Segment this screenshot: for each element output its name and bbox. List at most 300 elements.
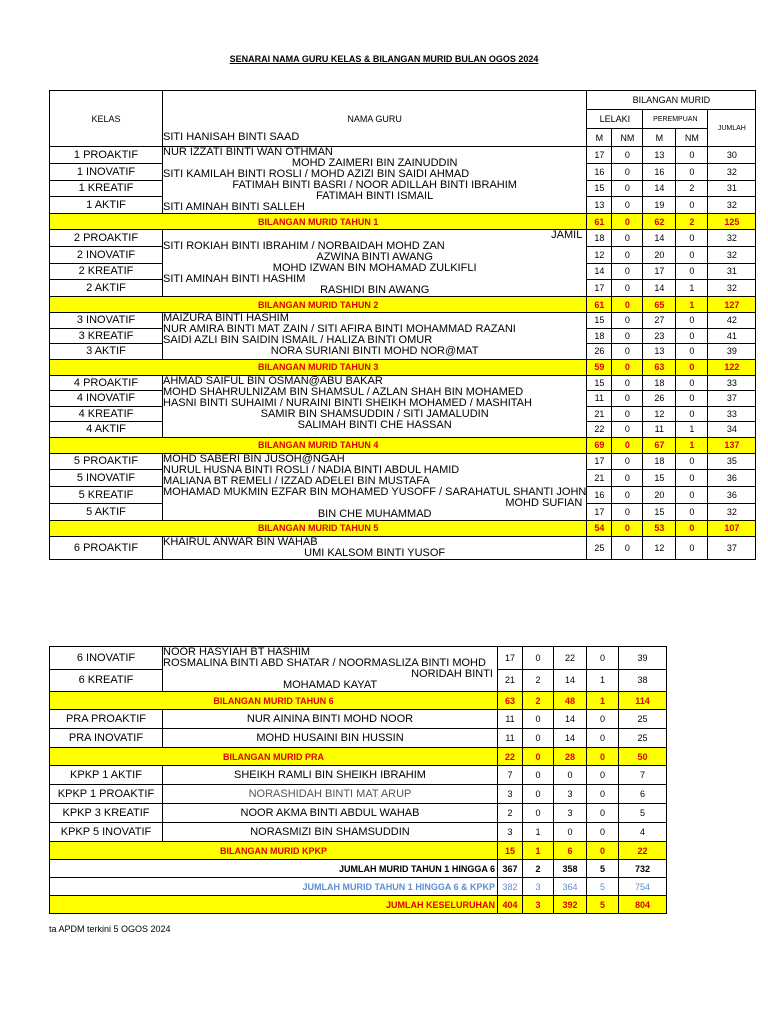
header-bilangan-murid: BILANGAN MURID (587, 91, 756, 110)
teacher-name: HASNI BINTI SUHAIMI / NURAINI BINTI SHEIKH MOHAMED / MASHITAH (163, 396, 532, 409)
teacher-names (163, 375, 587, 437)
count-j: 32 (708, 280, 756, 297)
count-pnm: 0 (676, 263, 708, 280)
count-pm: 14 (554, 729, 587, 748)
class-name: 1 KREATIF (50, 180, 163, 197)
count-pm: 358 (554, 860, 587, 878)
teacher-name: MOHD HUSAINI BIN HUSSIN (163, 729, 498, 748)
count-lm: 22 (587, 422, 612, 438)
total-label: JUMLAH KESELURUHAN (50, 896, 498, 914)
class-row (50, 766, 667, 785)
count-pnm: 0 (676, 147, 708, 164)
count-pnm: 0 (676, 359, 708, 375)
count-lm: 61 (587, 214, 612, 230)
class-row (50, 375, 756, 391)
count-j: 36 (708, 470, 756, 487)
teacher-name: AHMAD SAIFUL BIN OSMAN@ABU BAKAR (163, 374, 383, 387)
count-pnm: 1 (676, 422, 708, 438)
teacher-name: MOHD IZWAN BIN MOHAMAD ZULKIFLI (272, 262, 477, 274)
count-lnm: 0 (612, 328, 643, 344)
count-lnm: 0 (612, 503, 643, 520)
count-lnm: 0 (523, 710, 554, 729)
count-lnm: 0 (612, 391, 643, 407)
count-pm: 48 (554, 692, 587, 710)
count-lm: 12 (587, 246, 612, 263)
count-j: 33 (708, 406, 756, 422)
count-pm: 67 (643, 437, 676, 453)
count-pm: 20 (643, 246, 676, 263)
count-lnm: 0 (523, 785, 554, 804)
count-pm: 0 (554, 823, 587, 842)
teacher-names (163, 647, 498, 692)
count-j: 804 (619, 896, 667, 914)
count-pm: 62 (643, 214, 676, 230)
teacher-class-table (49, 90, 756, 560)
count-lm: 17 (587, 147, 612, 164)
teacher-name: SAMIR BIN SHAMSUDDIN / SITI JAMALUDIN (260, 407, 489, 420)
count-pm: 3 (554, 785, 587, 804)
count-pnm: 1 (587, 692, 619, 710)
total-label: JUMLAH MURID TAHUN 1 HINGGA 6 & KPKP (50, 878, 498, 896)
total-row (50, 896, 667, 914)
count-pm: 65 (643, 297, 676, 313)
subtotal-label: BILANGAN MURID TAHUN 6 (50, 692, 498, 710)
header-perempuan: PEREMPUAN (643, 110, 708, 129)
teacher-name: FATIMAH BINTI ISMAIL (316, 190, 434, 202)
count-pnm: 0 (676, 520, 708, 536)
class-name: 1 PROAKTIF (50, 147, 163, 164)
count-pm: 53 (643, 520, 676, 536)
count-pnm: 1 (676, 280, 708, 297)
teacher-name: SHEIKH RAMLI BIN SHEIKH IBRAHIM (163, 766, 498, 785)
count-j: 6 (619, 785, 667, 804)
class-name: 5 KREATIF (50, 487, 163, 504)
count-pm: 14 (554, 710, 587, 729)
subtotal-row (50, 748, 667, 766)
count-lnm: 0 (612, 453, 643, 470)
count-lnm: 0 (612, 437, 643, 453)
page-title: SENARAI NAMA GURU KELAS & BILANGAN MURID BULAN OGOS 2024 (229, 54, 539, 64)
count-lm: 2 (498, 804, 523, 823)
class-row (50, 147, 756, 164)
count-j: 35 (708, 453, 756, 470)
teacher-name: NUR AMIRA BINTI MAT ZAIN / SITI AFIRA BINTI MOHAMMAD RAZANI (163, 323, 516, 335)
class-name: 1 AKTIF (50, 197, 163, 214)
count-lnm: 0 (612, 197, 643, 214)
class-row (50, 804, 667, 823)
teacher-name: SITI AMINAH BINTI SALLEH (163, 201, 305, 213)
count-lnm: 0 (523, 748, 554, 766)
count-pm: 20 (643, 487, 676, 504)
class-name: 2 INOVATIF (50, 246, 163, 263)
count-lnm: 0 (612, 230, 643, 247)
count-j: 36 (708, 487, 756, 504)
count-lm: 11 (498, 729, 523, 748)
count-pnm: 5 (587, 878, 619, 896)
count-lm: 25 (587, 536, 612, 559)
count-lm: 16 (587, 163, 612, 180)
total-row (50, 860, 667, 878)
count-pm: 15 (643, 470, 676, 487)
count-j: 39 (619, 647, 667, 670)
teacher-name: ROSMALINA BINTI ABD SHATAR / NOORMASLIZA BINTI MOHD (163, 657, 486, 669)
teacher-name: RASHIDI BIN AWANG (320, 284, 430, 296)
count-j: 37 (708, 536, 756, 559)
count-pnm: 0 (587, 748, 619, 766)
teacher-name: AZWINA BINTI AWANG (316, 251, 433, 263)
count-j: 25 (619, 729, 667, 748)
count-pnm: 0 (676, 197, 708, 214)
teacher-name: FATIMAH BINTI BASRI / NOOR ADILLAH BINTI IBRAHIM (232, 179, 517, 191)
count-lm: 17 (587, 453, 612, 470)
subtotal-row (50, 214, 756, 230)
teacher-names (163, 230, 587, 297)
count-j: 125 (708, 214, 756, 230)
class-row (50, 453, 756, 470)
class-name: 2 AKTIF (50, 280, 163, 297)
header-m: M (587, 129, 612, 147)
count-pnm: 0 (587, 823, 619, 842)
count-lm: 3 (498, 823, 523, 842)
count-lm: 21 (498, 669, 523, 692)
count-j: 5 (619, 804, 667, 823)
count-lm: 21 (587, 470, 612, 487)
class-name: 6 KREATIF (50, 669, 163, 692)
count-j: 33 (708, 375, 756, 391)
count-pm: 364 (554, 878, 587, 896)
count-lnm: 0 (612, 263, 643, 280)
subtotal-row (50, 359, 756, 375)
count-j: 107 (708, 520, 756, 536)
subtotal-label: BILANGAN MURID TAHUN 5 (50, 520, 587, 536)
teacher-name: NORASMIZI BIN SHAMSUDDIN (163, 823, 498, 842)
class-row (50, 536, 756, 559)
teacher-name: KHAIRUL ANWAR BIN WAHAB (163, 535, 318, 548)
count-j: 50 (619, 748, 667, 766)
count-j: 137 (708, 437, 756, 453)
class-name: 3 AKTIF (50, 344, 163, 360)
count-pm: 63 (643, 359, 676, 375)
count-lnm: 0 (612, 280, 643, 297)
count-pm: 14 (643, 280, 676, 297)
class-name: 5 AKTIF (50, 503, 163, 520)
class-name: KPKP 1 PROAKTIF (50, 785, 163, 804)
teacher-names (163, 131, 587, 214)
count-lm: 14 (587, 263, 612, 280)
count-j: 22 (619, 842, 667, 860)
count-lnm: 0 (612, 375, 643, 391)
count-lnm: 2 (523, 669, 554, 692)
count-lnm: 0 (612, 147, 643, 164)
teacher-name: SAIDI AZLI BIN SAIDIN ISMAIL / HALIZA BINTI OMUR (163, 334, 433, 346)
count-pnm: 1 (587, 669, 619, 692)
count-pnm: 0 (676, 391, 708, 407)
count-pnm: 2 (676, 180, 708, 197)
count-pnm: 0 (587, 647, 619, 670)
count-pm: 392 (554, 896, 587, 914)
count-pnm: 0 (587, 785, 619, 804)
count-lm: 22 (498, 748, 523, 766)
teacher-names (163, 536, 587, 559)
count-pm: 3 (554, 804, 587, 823)
teacher-name: SITI KAMILAH BINTI ROSLI / MOHD AZIZI BIN SAIDI AHMAD (163, 168, 470, 180)
class-name: 5 INOVATIF (50, 470, 163, 487)
count-j: 114 (619, 692, 667, 710)
class-name: 1 INOVATIF (50, 163, 163, 180)
header-m: M (643, 129, 676, 147)
count-pnm: 0 (587, 729, 619, 748)
count-j: 31 (708, 180, 756, 197)
count-j: 32 (708, 197, 756, 214)
total-row (50, 878, 667, 896)
class-name: 6 PROAKTIF (50, 536, 163, 559)
teacher-name: SITI ROKIAH BINTI IBRAHIM / NORBAIDAH MOHD ZAN (163, 240, 445, 252)
subtotal-label: BILANGAN MURID TAHUN 1 (50, 214, 587, 230)
count-pnm: 0 (676, 470, 708, 487)
class-row (50, 313, 756, 329)
header-nm: NM (676, 129, 708, 147)
footnote: ta APDM terkini 5 OGOS 2024 (49, 924, 171, 934)
class-name: 2 PROAKTIF (50, 230, 163, 247)
count-lm: 63 (498, 692, 523, 710)
count-pm: 16 (643, 163, 676, 180)
subtotal-row (50, 692, 667, 710)
teacher-name: MAIZURA BINTI HASHIM (163, 312, 289, 324)
header-kelas: KELAS (50, 91, 163, 147)
count-j: 122 (708, 359, 756, 375)
subtotal-label: BILANGAN MURID TAHUN 4 (50, 437, 587, 453)
count-j: 38 (619, 669, 667, 692)
count-lnm: 2 (523, 692, 554, 710)
count-j: 32 (708, 163, 756, 180)
teacher-name: MOHD SHAHRULNIZAM BIN SHAMSUL / AZLAN SHAH BIN MOHAMED (163, 385, 524, 398)
count-lm: 11 (498, 710, 523, 729)
header-row-1 (50, 91, 756, 110)
count-pnm: 0 (676, 503, 708, 520)
count-pnm: 0 (587, 766, 619, 785)
class-name: 5 PROAKTIF (50, 453, 163, 470)
count-pm: 13 (643, 147, 676, 164)
count-lm: 17 (587, 503, 612, 520)
count-pnm: 0 (676, 536, 708, 559)
count-pm: 23 (643, 328, 676, 344)
teacher-name: BIN CHE MUHAMMAD (317, 507, 432, 520)
count-j: 127 (708, 297, 756, 313)
count-lnm: 0 (612, 180, 643, 197)
count-pnm: 0 (676, 344, 708, 360)
count-lnm: 0 (612, 313, 643, 329)
count-lnm: 0 (612, 422, 643, 438)
count-j: 732 (619, 860, 667, 878)
count-lnm: 0 (612, 520, 643, 536)
count-lm: 367 (498, 860, 523, 878)
count-j: 42 (708, 313, 756, 329)
class-name: KPKP 1 AKTIF (50, 766, 163, 785)
count-lm: 7 (498, 766, 523, 785)
count-lnm: 0 (523, 647, 554, 670)
count-lm: 11 (587, 391, 612, 407)
count-pm: 14 (643, 180, 676, 197)
count-lnm: 2 (523, 860, 554, 878)
count-lnm: 0 (523, 729, 554, 748)
count-lnm: 3 (523, 896, 554, 914)
count-lnm: 0 (612, 470, 643, 487)
count-lm: 15 (498, 842, 523, 860)
subtotal-label: BILANGAN MURID PRA (50, 748, 498, 766)
count-lnm: 1 (523, 823, 554, 842)
teacher-names (163, 453, 587, 520)
teacher-name: MOHAMAD KAYAT (282, 679, 378, 691)
count-pm: 12 (643, 536, 676, 559)
count-pnm: 0 (676, 163, 708, 180)
header-nm: NM (612, 129, 643, 147)
count-lm: 3 (498, 785, 523, 804)
count-lnm: 1 (523, 842, 554, 860)
count-pm: 17 (643, 263, 676, 280)
header-jumlah: JUMLAH (708, 110, 756, 147)
class-row (50, 729, 667, 748)
count-lnm: 0 (612, 214, 643, 230)
count-pm: 0 (554, 766, 587, 785)
count-pnm: 5 (587, 896, 619, 914)
count-pnm: 0 (587, 842, 619, 860)
count-pm: 28 (554, 748, 587, 766)
count-j: 4 (619, 823, 667, 842)
teacher-names (163, 313, 587, 360)
teacher-name: NOOR HASYIAH BT HASHIM (163, 646, 311, 658)
count-pnm: 0 (676, 453, 708, 470)
class-name: KPKP 5 INOVATIF (50, 823, 163, 842)
count-pnm: 5 (587, 860, 619, 878)
count-pnm: 0 (676, 246, 708, 263)
header-nama-guru: NAMA GURU (163, 91, 587, 147)
count-pnm: 1 (676, 297, 708, 313)
teacher-name: NUR IZZATI BINTI WAN OTHMAN (163, 146, 333, 158)
count-j: 34 (708, 422, 756, 438)
subtotal-label: BILANGAN MURID TAHUN 2 (50, 297, 587, 313)
count-pm: 13 (643, 344, 676, 360)
count-pm: 14 (554, 669, 587, 692)
count-lm: 16 (587, 487, 612, 504)
count-pm: 26 (643, 391, 676, 407)
count-pnm: 0 (587, 804, 619, 823)
count-j: 32 (708, 230, 756, 247)
class-name: PRA INOVATIF (50, 729, 163, 748)
count-pm: 12 (643, 406, 676, 422)
teacher-name: NOOR AKMA BINTI ABDUL WAHAB (163, 804, 498, 823)
class-name: 4 INOVATIF (50, 391, 163, 407)
count-lnm: 0 (612, 359, 643, 375)
count-lm: 26 (587, 344, 612, 360)
count-lnm: 0 (612, 297, 643, 313)
count-j: 754 (619, 878, 667, 896)
class-row (50, 230, 756, 247)
class-name: 3 KREATIF (50, 328, 163, 344)
class-name: 4 AKTIF (50, 422, 163, 438)
count-lnm: 0 (612, 487, 643, 504)
teacher-name: MOHAMAD MUKMIN EZFAR BIN MOHAMED YUSOFF / SARAHATUL SHANTI JOHN (163, 485, 587, 498)
teacher-name: MOHD SUFIAN (505, 496, 583, 509)
count-pnm: 0 (676, 406, 708, 422)
count-pm: 6 (554, 842, 587, 860)
count-j: 39 (708, 344, 756, 360)
count-pm: 18 (643, 375, 676, 391)
count-lnm: 0 (612, 406, 643, 422)
count-lm: 404 (498, 896, 523, 914)
count-pm: 11 (643, 422, 676, 438)
class-name: 6 INOVATIF (50, 647, 163, 670)
count-lm: 18 (587, 328, 612, 344)
subtotal-row (50, 842, 667, 860)
teacher-class-table-continued (49, 646, 667, 914)
count-pnm: 1 (676, 437, 708, 453)
count-pnm: 0 (676, 313, 708, 329)
count-lnm: 0 (612, 163, 643, 180)
count-lm: 17 (587, 280, 612, 297)
count-pm: 15 (643, 503, 676, 520)
count-lm: 13 (587, 197, 612, 214)
count-j: 31 (708, 263, 756, 280)
count-j: 25 (619, 710, 667, 729)
count-lm: 15 (587, 375, 612, 391)
class-name: KPKP 3 KREATIF (50, 804, 163, 823)
count-lnm: 0 (612, 344, 643, 360)
teacher-name: UMI KALSOM BINTI YUSOF (304, 546, 446, 559)
subtotal-row (50, 297, 756, 313)
count-lnm: 0 (612, 246, 643, 263)
class-name: 2 KREATIF (50, 263, 163, 280)
header-lelaki: LELAKI (587, 110, 643, 129)
count-pm: 19 (643, 197, 676, 214)
count-pnm: 0 (587, 710, 619, 729)
count-lm: 59 (587, 359, 612, 375)
count-j: 32 (708, 246, 756, 263)
count-pnm: 0 (676, 328, 708, 344)
count-pm: 22 (554, 647, 587, 670)
count-pnm: 2 (676, 214, 708, 230)
count-j: 7 (619, 766, 667, 785)
teacher-name: NORA SURIANI BINTI MOHD NOR@MAT (270, 345, 479, 357)
count-pm: 14 (643, 230, 676, 247)
count-pnm: 0 (676, 487, 708, 504)
count-lm: 21 (587, 406, 612, 422)
count-lm: 382 (498, 878, 523, 896)
count-lm: 61 (587, 297, 612, 313)
class-name: 4 PROAKTIF (50, 375, 163, 391)
count-lnm: 0 (523, 804, 554, 823)
teacher-name: JAMIL (551, 229, 583, 241)
class-row (50, 647, 667, 670)
teacher-name: NUR AININA BINTI MOHD NOOR (163, 710, 498, 729)
count-lm: 15 (587, 313, 612, 329)
count-lnm: 0 (523, 766, 554, 785)
subtotal-row (50, 437, 756, 453)
class-name: PRA PROAKTIF (50, 710, 163, 729)
count-lm: 69 (587, 437, 612, 453)
count-pnm: 0 (676, 375, 708, 391)
class-name: 4 KREATIF (50, 406, 163, 422)
class-row (50, 710, 667, 729)
count-j: 30 (708, 147, 756, 164)
count-lm: 17 (498, 647, 523, 670)
count-pnm: 0 (676, 230, 708, 247)
count-lnm: 0 (612, 536, 643, 559)
count-lm: 54 (587, 520, 612, 536)
class-row (50, 823, 667, 842)
count-j: 32 (708, 503, 756, 520)
class-name: 3 INOVATIF (50, 313, 163, 329)
teacher-name: MALIANA BT REMELI / IZZAD ADELEI BIN MUSTAFA (163, 474, 430, 487)
